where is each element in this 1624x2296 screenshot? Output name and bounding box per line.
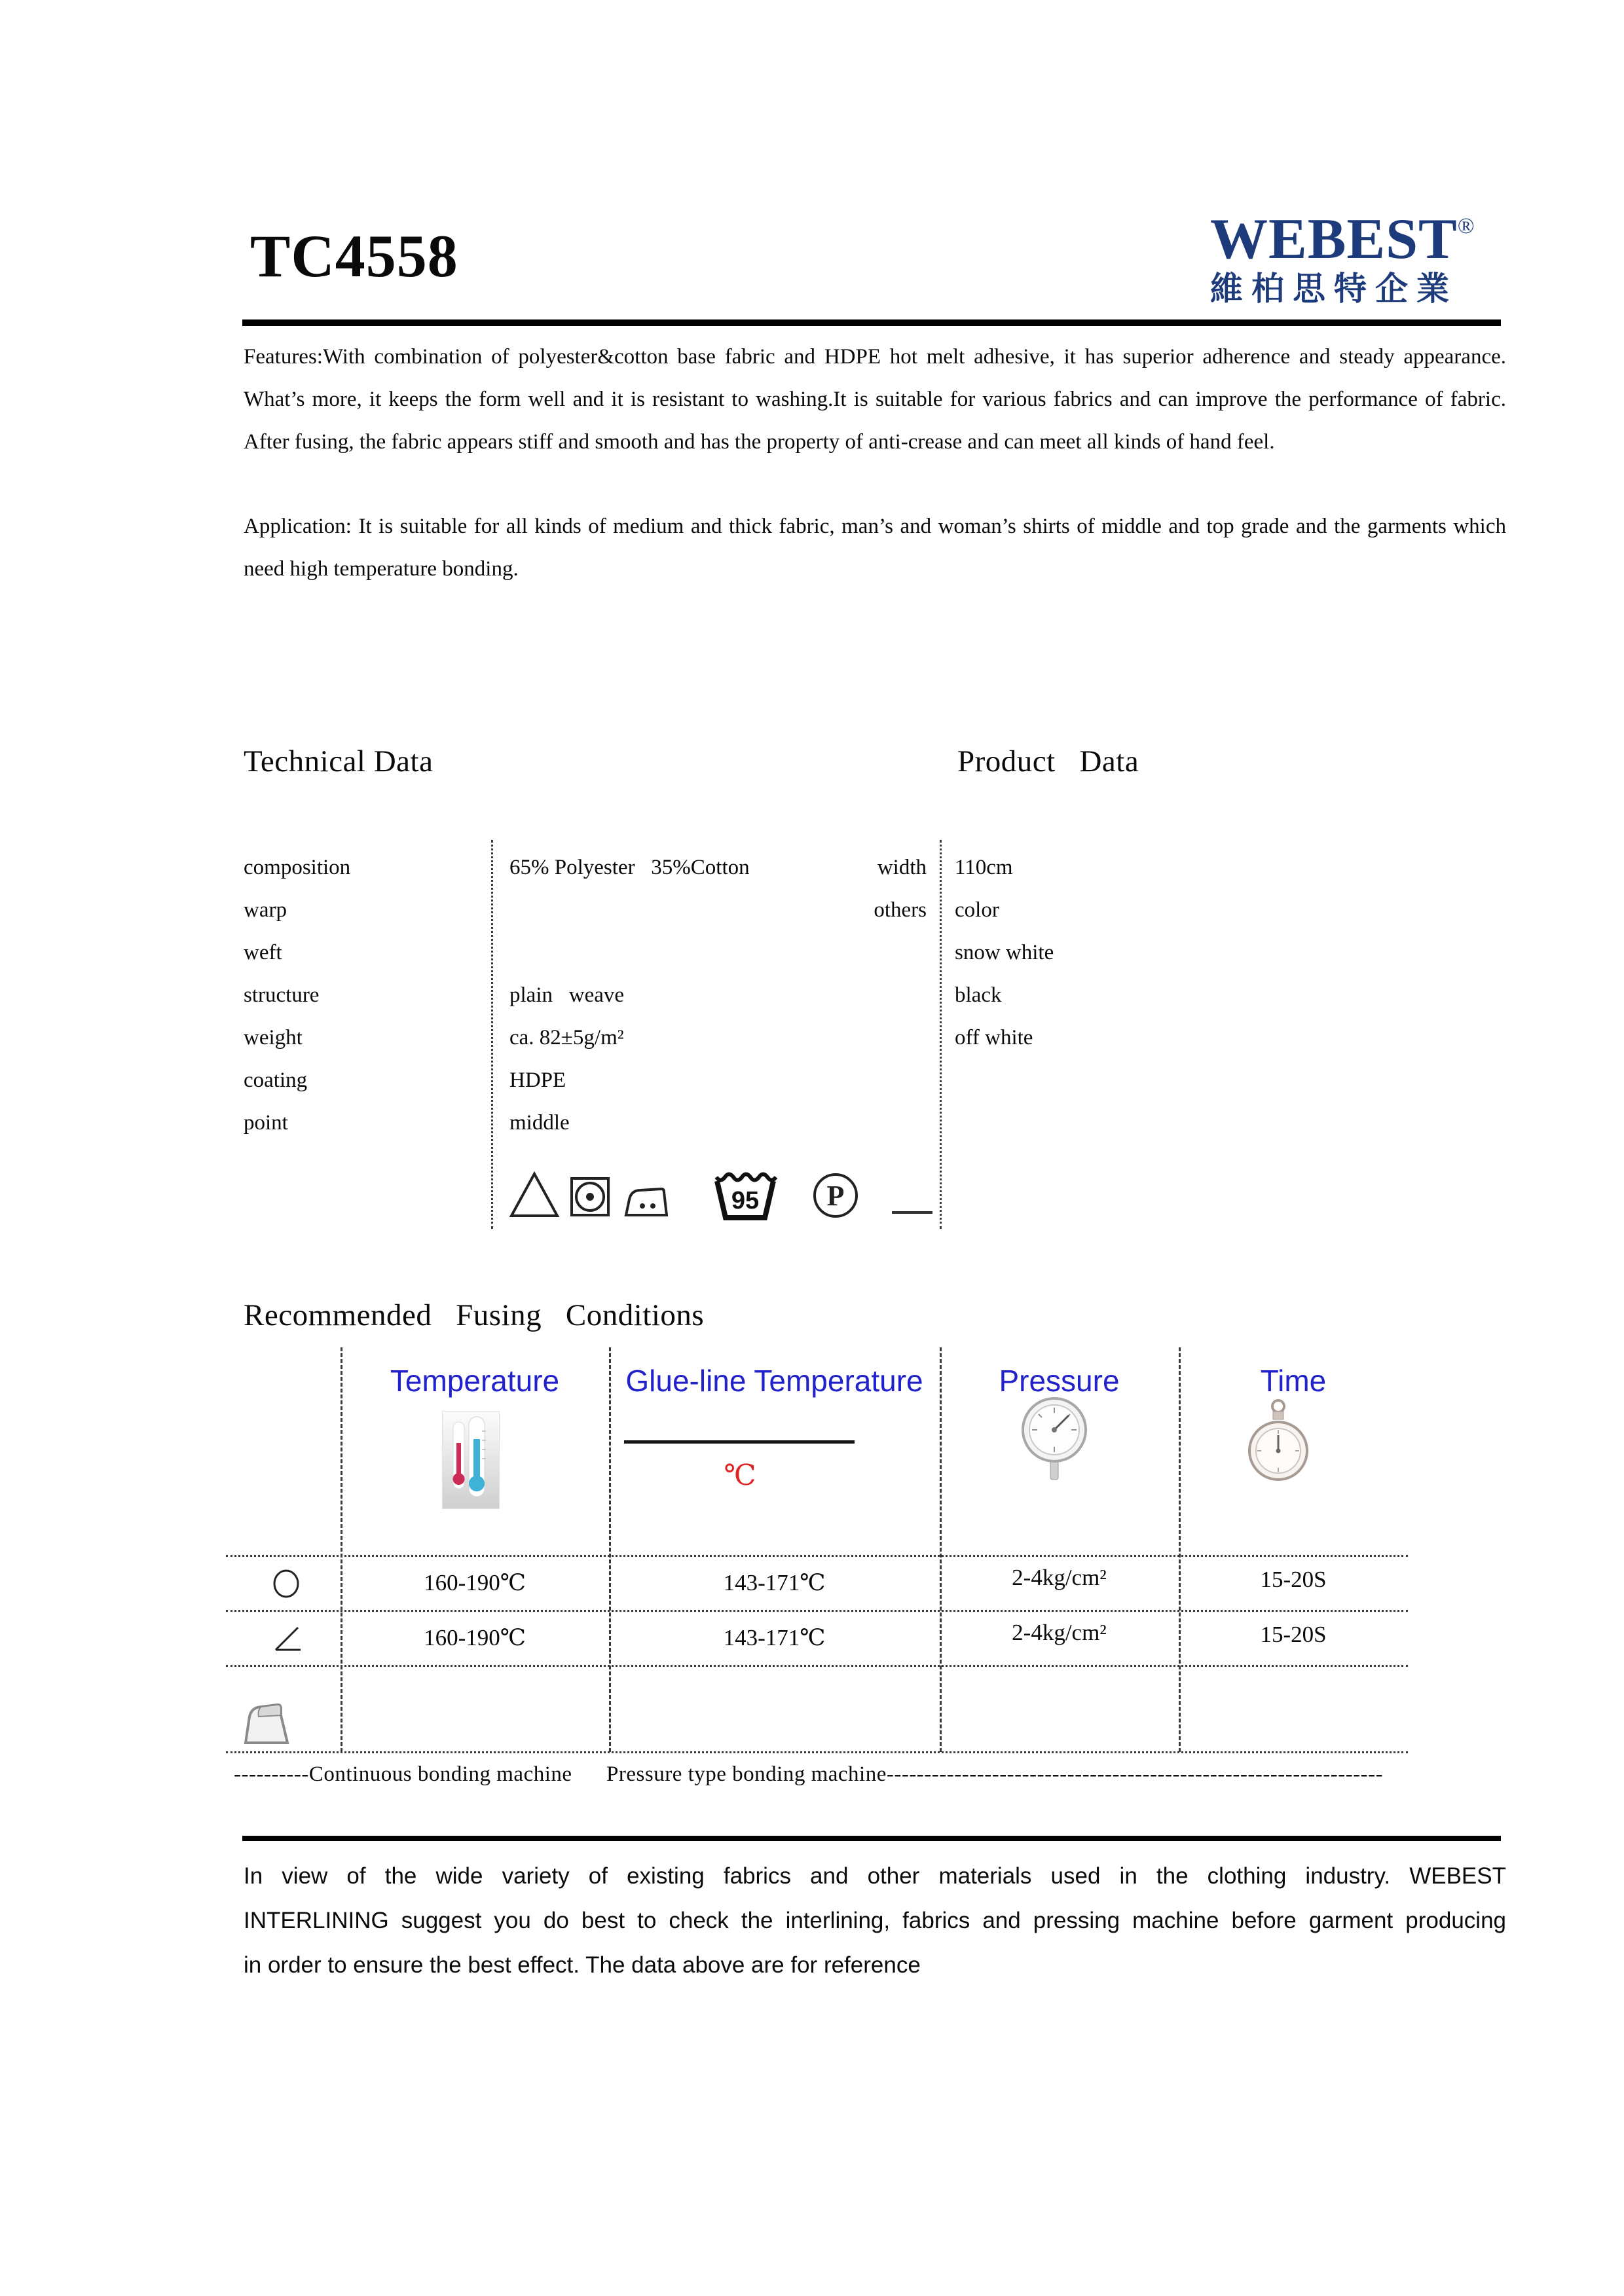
dry-clean-p-icon [812,1172,859,1219]
product-value-off-white: off white [955,1026,1033,1049]
dry-flat-line-icon [892,1211,932,1214]
product-value-width: 110cm [955,856,1013,879]
footer-note-line-1: In view of the wide variety of existing fabrics and other materials used in the clothing industry. WEBEST [244,1863,1506,1889]
fusing-row2-time: 15-20S [1260,1622,1327,1647]
logo-brand-text [1210,196,1505,270]
footer-note-line-3: in order to ensure the best effect. The data above are for reference [244,1952,921,1978]
technical-data-heading: Technical Data [244,744,434,778]
tech-label-width: width [877,856,927,879]
tech-table-divider-2 [940,840,942,1229]
fusing-row-divider-4 [226,1751,1408,1753]
footer-note-line-2: INTERLINING suggest you do best to check the interlining, fabrics and pressing machine before garment producing [244,1908,1506,1933]
fusing-row2-glue-line: 143-171℃ [723,1625,826,1650]
tech-label-structure: structure [244,983,320,1007]
fusing-conditions-heading: Recommended Fusing Conditions [244,1298,705,1332]
product-code-title: TC4558 [250,223,458,289]
fusing-header-pressure: Pressure [999,1364,1120,1398]
tech-value-weight: ca. 82±5g/m² [509,1026,624,1049]
stopwatch-icon [1248,1396,1308,1485]
thermometer-icon [442,1411,500,1509]
fusing-row-divider-1 [226,1555,1408,1557]
fusing-row2-symbol-angle [272,1622,304,1654]
glue-line-unit-label: ℃ [724,1459,756,1491]
logo-wordmark: WEBEST [1210,208,1458,271]
application-paragraph: Application: It is suitable for all kinds of medium and thick fabric, man’s and woman’s shirts of middle and top grade and the garments which need high temperature bonding. [244,515,1506,581]
footer-divider [242,1836,1501,1841]
tech-value-point: middle [509,1111,570,1135]
tumble-dry-icon [569,1176,611,1218]
tech-value-structure: plain weave [509,983,625,1007]
product-value-black: black [955,983,1002,1007]
product-value-color: color [955,898,999,922]
fusing-header-time: Time [1260,1364,1327,1398]
fusing-col-divider-2 [609,1347,611,1752]
fusing-row2-pressure: 2-4kg/cm² [1012,1620,1107,1645]
tech-value-coating: HDPE [509,1068,566,1092]
wash-tub-icon [711,1168,779,1223]
fusing-header-glue-line: Glue-line Temperature [625,1364,923,1398]
fusing-header-temperature: Temperature [390,1364,560,1398]
fusing-row-divider-3 [226,1665,1408,1667]
tech-label-composition: composition [244,856,351,879]
fusing-row1-temperature: 160-190℃ [424,1570,526,1595]
fusing-col-divider-4 [1179,1347,1181,1752]
product-data-heading: Product Data [957,744,1139,778]
iron-two-dots-icon [621,1182,673,1219]
fusing-row1-glue-line: 143-171℃ [723,1570,826,1595]
header-divider [242,319,1501,326]
fusing-row1-time: 15-20S [1260,1567,1327,1592]
wash-temperature-label: 95 [731,1187,760,1214]
dry-clean-letter: P [826,1180,845,1212]
fusing-row1-pressure: 2-4kg/cm² [1012,1565,1107,1590]
fusing-row-divider-2 [226,1610,1408,1612]
product-value-snow-white: snow white [955,941,1054,964]
tech-label-point: point [244,1111,288,1135]
company-logo [1210,196,1505,308]
logo-chinese-text: 維柏思特企業 [1210,270,1458,308]
tech-label-coating: coating [244,1068,308,1092]
pressure-gauge-icon [1014,1394,1095,1487]
tech-label-warp: warp [244,898,287,922]
tech-value-composition: 65% Polyester 35%Cotton [509,856,750,879]
tech-label-weft: weft [244,941,282,964]
bleach-triangle-icon [509,1171,560,1219]
fusing-table-caption: ----------Continuous bonding machine Pressure type bonding machine------------------------------------------------------------------ [234,1762,1384,1786]
fusing-col-divider-1 [341,1347,342,1752]
fusing-row2-temperature: 160-190℃ [424,1625,526,1650]
fusing-row1-symbol-circle [272,1569,301,1599]
fusing-col-divider-3 [940,1347,942,1752]
registered-trademark-icon: ® [1457,214,1475,238]
tech-table-divider-1 [491,840,493,1229]
tech-label-others: others [874,898,927,922]
glue-line-underline [624,1440,855,1444]
tech-label-weight: weight [244,1026,303,1049]
features-paragraph: Features:With combination of polyester&cotton base fabric and HDPE hot melt adhesive, it has superior adherence and steady appearance. What’s more, it keeps the form well and it is resistant to washing.It is suitable for various fabrics and can improve the performance of fabric. After fusing, the fabric appears stiff and smooth and has the property of anti-crease and can meet all kinds of hand feel. [244,345,1506,454]
bonding-machine-iron-icon [239,1693,294,1747]
